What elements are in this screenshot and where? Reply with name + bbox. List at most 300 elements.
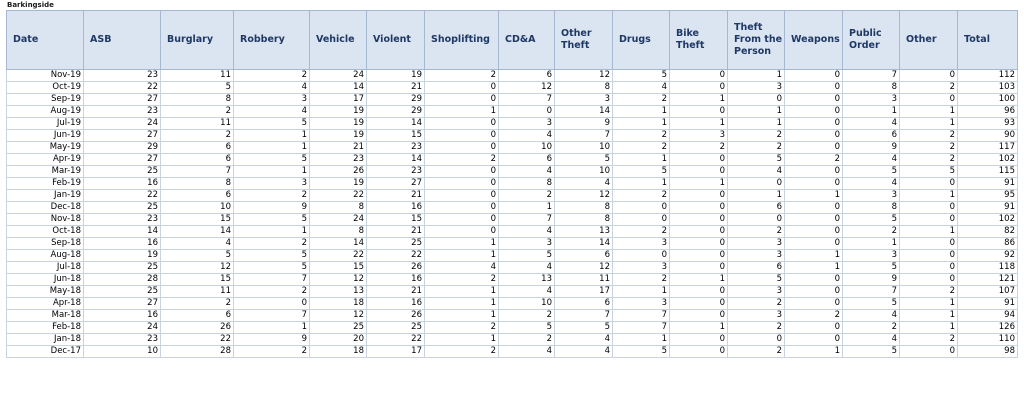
table-cell[interactable]: 8 — [555, 82, 613, 94]
table-cell[interactable]: 1 — [670, 322, 728, 334]
table-cell[interactable]: 0 — [728, 214, 785, 226]
table-cell[interactable]: 0 — [670, 82, 728, 94]
table-cell[interactable]: 23 — [367, 142, 425, 154]
table-cell[interactable]: 6 — [161, 190, 234, 202]
table-cell[interactable]: 2 — [728, 322, 785, 334]
table-cell[interactable]: 1 — [728, 190, 785, 202]
table-cell[interactable]: 4 — [161, 238, 234, 250]
table-cell[interactable]: 5 — [499, 322, 555, 334]
table-cell[interactable]: 0 — [670, 202, 728, 214]
table-cell[interactable]: 2 — [728, 130, 785, 142]
table-cell[interactable]: 0 — [234, 298, 310, 310]
table-cell[interactable]: 14 — [310, 82, 367, 94]
table-cell[interactable]: 6 — [161, 310, 234, 322]
table-cell[interactable]: 1 — [785, 250, 843, 262]
table-cell[interactable]: 0 — [499, 106, 555, 118]
table-cell[interactable]: 13 — [310, 286, 367, 298]
table-cell[interactable]: 2 — [234, 286, 310, 298]
table-cell[interactable]: 2 — [843, 322, 900, 334]
table-cell[interactable]: 0 — [785, 238, 843, 250]
table-cell[interactable]: 25 — [84, 286, 161, 298]
table-cell[interactable]: 0 — [785, 334, 843, 346]
table-cell[interactable]: 0 — [425, 178, 499, 190]
table-cell[interactable]: 2 — [843, 226, 900, 238]
table-cell[interactable]: 3 — [843, 250, 900, 262]
column-header-date[interactable]: Date — [7, 11, 84, 70]
table-cell[interactable]: 15 — [367, 214, 425, 226]
table-cell[interactable]: 21 — [310, 142, 367, 154]
table-cell[interactable]: 1 — [670, 274, 728, 286]
table-cell[interactable]: 4 — [843, 334, 900, 346]
table-cell[interactable]: 4 — [555, 346, 613, 358]
table-cell[interactable]: 2 — [900, 142, 958, 154]
table-cell[interactable]: 16 — [84, 178, 161, 190]
table-cell[interactable]: 1 — [613, 334, 670, 346]
table-cell[interactable]: 91 — [958, 298, 1018, 310]
date-cell[interactable]: Aug-18 — [7, 250, 84, 262]
date-cell[interactable]: Nov-19 — [7, 70, 84, 82]
table-cell[interactable]: 14 — [367, 118, 425, 130]
table-cell[interactable]: 1 — [785, 262, 843, 274]
table-cell[interactable]: 19 — [310, 106, 367, 118]
table-cell[interactable]: 14 — [310, 238, 367, 250]
table-cell[interactable]: 7 — [499, 94, 555, 106]
table-cell[interactable]: 5 — [234, 262, 310, 274]
table-cell[interactable]: 0 — [670, 286, 728, 298]
table-cell[interactable]: 25 — [84, 202, 161, 214]
table-cell[interactable]: 29 — [367, 106, 425, 118]
table-cell[interactable]: 6 — [555, 250, 613, 262]
table-cell[interactable]: 5 — [728, 154, 785, 166]
table-cell[interactable]: 3 — [728, 238, 785, 250]
table-cell[interactable]: 5 — [613, 346, 670, 358]
table-cell[interactable]: 2 — [785, 310, 843, 322]
table-cell[interactable]: 2 — [425, 154, 499, 166]
table-cell[interactable]: 4 — [613, 82, 670, 94]
table-cell[interactable]: 98 — [958, 346, 1018, 358]
table-cell[interactable]: 2 — [234, 70, 310, 82]
table-cell[interactable]: 25 — [310, 322, 367, 334]
table-cell[interactable]: 16 — [84, 310, 161, 322]
table-cell[interactable]: 2 — [425, 274, 499, 286]
table-cell[interactable]: 2 — [234, 190, 310, 202]
table-cell[interactable]: 4 — [555, 334, 613, 346]
table-cell[interactable]: 23 — [310, 154, 367, 166]
table-cell[interactable]: 5 — [613, 70, 670, 82]
table-cell[interactable]: 29 — [367, 94, 425, 106]
table-cell[interactable]: 4 — [728, 166, 785, 178]
column-header-weapons[interactable]: Weapons — [785, 11, 843, 70]
table-cell[interactable]: 1 — [613, 118, 670, 130]
table-cell[interactable]: 2 — [900, 286, 958, 298]
table-cell[interactable]: 3 — [499, 238, 555, 250]
table-cell[interactable]: 16 — [84, 238, 161, 250]
date-cell[interactable]: Nov-18 — [7, 214, 84, 226]
table-cell[interactable]: 1 — [234, 166, 310, 178]
table-cell[interactable]: 11 — [555, 274, 613, 286]
table-cell[interactable]: 4 — [555, 178, 613, 190]
table-cell[interactable]: 12 — [499, 82, 555, 94]
table-cell[interactable]: 21 — [367, 190, 425, 202]
table-cell[interactable]: 0 — [785, 82, 843, 94]
table-cell[interactable]: 1 — [425, 238, 499, 250]
table-cell[interactable]: 0 — [900, 262, 958, 274]
table-cell[interactable]: 26 — [367, 262, 425, 274]
table-cell[interactable]: 27 — [84, 154, 161, 166]
table-cell[interactable]: 0 — [785, 298, 843, 310]
table-cell[interactable]: 4 — [843, 118, 900, 130]
table-cell[interactable]: 82 — [958, 226, 1018, 238]
table-cell[interactable]: 5 — [728, 274, 785, 286]
table-cell[interactable]: 7 — [161, 166, 234, 178]
table-cell[interactable]: 1 — [670, 118, 728, 130]
table-cell[interactable]: 112 — [958, 70, 1018, 82]
table-cell[interactable]: 4 — [499, 226, 555, 238]
table-cell[interactable]: 21 — [367, 226, 425, 238]
table-cell[interactable]: 17 — [555, 286, 613, 298]
table-cell[interactable]: 16 — [367, 298, 425, 310]
table-cell[interactable]: 0 — [785, 106, 843, 118]
table-cell[interactable]: 9 — [555, 118, 613, 130]
table-cell[interactable]: 10 — [499, 298, 555, 310]
column-header-theft-from-the-person[interactable]: Theft From the Person — [728, 11, 785, 70]
table-cell[interactable]: 10 — [161, 202, 234, 214]
table-cell[interactable]: 27 — [367, 178, 425, 190]
table-cell[interactable]: 1 — [900, 226, 958, 238]
table-cell[interactable]: 14 — [555, 238, 613, 250]
table-cell[interactable]: 1 — [234, 142, 310, 154]
table-cell[interactable]: 2 — [425, 70, 499, 82]
table-cell[interactable]: 2 — [234, 346, 310, 358]
table-cell[interactable]: 3 — [728, 82, 785, 94]
table-cell[interactable]: 0 — [785, 130, 843, 142]
date-cell[interactable]: Dec-18 — [7, 202, 84, 214]
table-cell[interactable]: 7 — [234, 274, 310, 286]
table-cell[interactable]: 5 — [234, 154, 310, 166]
table-cell[interactable]: 1 — [900, 298, 958, 310]
column-header-vehicle[interactable]: Vehicle — [310, 11, 367, 70]
table-cell[interactable]: 0 — [900, 94, 958, 106]
table-cell[interactable]: 100 — [958, 94, 1018, 106]
table-cell[interactable]: 14 — [161, 226, 234, 238]
table-cell[interactable]: 4 — [499, 262, 555, 274]
table-cell[interactable]: 1 — [613, 286, 670, 298]
table-cell[interactable]: 0 — [670, 298, 728, 310]
table-cell[interactable]: 5 — [555, 154, 613, 166]
table-cell[interactable]: 0 — [670, 190, 728, 202]
table-cell[interactable]: 0 — [900, 250, 958, 262]
table-cell[interactable]: 0 — [670, 238, 728, 250]
table-cell[interactable]: 0 — [670, 70, 728, 82]
table-cell[interactable]: 8 — [555, 202, 613, 214]
table-cell[interactable]: 118 — [958, 262, 1018, 274]
table-cell[interactable]: 107 — [958, 286, 1018, 298]
date-cell[interactable]: Aug-19 — [7, 106, 84, 118]
table-cell[interactable]: 17 — [310, 94, 367, 106]
table-cell[interactable]: 0 — [785, 94, 843, 106]
table-cell[interactable]: 1 — [843, 238, 900, 250]
table-cell[interactable]: 0 — [900, 346, 958, 358]
table-cell[interactable]: 15 — [161, 214, 234, 226]
column-header-total[interactable]: Total — [958, 11, 1018, 70]
table-cell[interactable]: 2 — [499, 190, 555, 202]
table-cell[interactable]: 24 — [84, 322, 161, 334]
table-cell[interactable]: 12 — [310, 310, 367, 322]
table-cell[interactable]: 1 — [900, 118, 958, 130]
table-cell[interactable]: 5 — [900, 166, 958, 178]
table-cell[interactable]: 5 — [843, 166, 900, 178]
table-cell[interactable]: 1 — [234, 130, 310, 142]
table-cell[interactable]: 10 — [499, 142, 555, 154]
table-cell[interactable]: 3 — [234, 94, 310, 106]
column-header-robbery[interactable]: Robbery — [234, 11, 310, 70]
table-cell[interactable]: 4 — [499, 286, 555, 298]
table-cell[interactable]: 25 — [367, 238, 425, 250]
table-cell[interactable]: 6 — [499, 154, 555, 166]
table-cell[interactable]: 23 — [84, 106, 161, 118]
table-cell[interactable]: 0 — [785, 226, 843, 238]
table-cell[interactable]: 2 — [613, 190, 670, 202]
table-cell[interactable]: 4 — [843, 310, 900, 322]
table-cell[interactable]: 0 — [425, 82, 499, 94]
table-cell[interactable]: 6 — [728, 202, 785, 214]
table-cell[interactable]: 6 — [161, 154, 234, 166]
table-cell[interactable]: 0 — [900, 274, 958, 286]
table-cell[interactable]: 2 — [425, 322, 499, 334]
column-header-cdanda[interactable]: CD&A — [499, 11, 555, 70]
table-cell[interactable]: 2 — [728, 346, 785, 358]
table-cell[interactable]: 12 — [555, 262, 613, 274]
table-cell[interactable]: 0 — [670, 106, 728, 118]
table-cell[interactable]: 0 — [425, 94, 499, 106]
table-cell[interactable]: 0 — [425, 226, 499, 238]
table-cell[interactable]: 1 — [613, 178, 670, 190]
date-cell[interactable]: Sep-18 — [7, 238, 84, 250]
date-cell[interactable]: Jun-18 — [7, 274, 84, 286]
table-cell[interactable]: 3 — [843, 94, 900, 106]
table-cell[interactable]: 2 — [728, 142, 785, 154]
column-header-burglary[interactable]: Burglary — [161, 11, 234, 70]
table-cell[interactable]: 90 — [958, 130, 1018, 142]
table-cell[interactable]: 5 — [843, 214, 900, 226]
table-cell[interactable]: 95 — [958, 190, 1018, 202]
table-cell[interactable]: 14 — [84, 226, 161, 238]
table-cell[interactable]: 18 — [310, 346, 367, 358]
table-cell[interactable]: 4 — [499, 130, 555, 142]
table-cell[interactable]: 3 — [728, 250, 785, 262]
table-cell[interactable]: 1 — [425, 106, 499, 118]
table-cell[interactable]: 27 — [84, 298, 161, 310]
table-cell[interactable]: 1 — [613, 154, 670, 166]
table-cell[interactable]: 27 — [84, 130, 161, 142]
table-cell[interactable]: 0 — [900, 238, 958, 250]
table-cell[interactable]: 86 — [958, 238, 1018, 250]
table-cell[interactable]: 2 — [499, 310, 555, 322]
table-cell[interactable]: 0 — [425, 166, 499, 178]
table-cell[interactable]: 6 — [843, 130, 900, 142]
table-cell[interactable]: 1 — [843, 106, 900, 118]
date-cell[interactable]: Dec-17 — [7, 346, 84, 358]
table-cell[interactable]: 0 — [670, 214, 728, 226]
table-cell[interactable]: 0 — [785, 178, 843, 190]
date-cell[interactable]: Mar-18 — [7, 310, 84, 322]
table-cell[interactable]: 24 — [310, 214, 367, 226]
table-cell[interactable]: 1 — [425, 298, 499, 310]
table-cell[interactable]: 10 — [555, 166, 613, 178]
table-cell[interactable]: 0 — [785, 118, 843, 130]
table-cell[interactable]: 0 — [785, 322, 843, 334]
table-cell[interactable]: 8 — [843, 202, 900, 214]
table-cell[interactable]: 19 — [310, 118, 367, 130]
table-cell[interactable]: 1 — [234, 322, 310, 334]
table-cell[interactable]: 1 — [425, 286, 499, 298]
table-cell[interactable]: 11 — [161, 286, 234, 298]
date-cell[interactable]: May-18 — [7, 286, 84, 298]
table-cell[interactable]: 13 — [499, 274, 555, 286]
date-cell[interactable]: Sep-19 — [7, 94, 84, 106]
table-cell[interactable]: 7 — [555, 310, 613, 322]
table-cell[interactable]: 0 — [670, 166, 728, 178]
table-cell[interactable]: 93 — [958, 118, 1018, 130]
table-cell[interactable]: 5 — [843, 262, 900, 274]
table-cell[interactable]: 3 — [670, 130, 728, 142]
table-cell[interactable]: 8 — [310, 202, 367, 214]
table-cell[interactable]: 1 — [900, 322, 958, 334]
table-cell[interactable]: 3 — [728, 310, 785, 322]
table-cell[interactable]: 20 — [310, 334, 367, 346]
table-cell[interactable]: 12 — [555, 190, 613, 202]
table-cell[interactable]: 102 — [958, 214, 1018, 226]
table-cell[interactable]: 1 — [900, 310, 958, 322]
table-cell[interactable]: 3 — [613, 298, 670, 310]
table-cell[interactable]: 23 — [84, 70, 161, 82]
table-cell[interactable]: 2 — [670, 142, 728, 154]
table-cell[interactable]: 27 — [84, 94, 161, 106]
table-cell[interactable]: 0 — [425, 142, 499, 154]
table-cell[interactable]: 7 — [234, 310, 310, 322]
table-cell[interactable]: 24 — [310, 70, 367, 82]
table-cell[interactable]: 102 — [958, 154, 1018, 166]
date-cell[interactable]: Jul-19 — [7, 118, 84, 130]
table-cell[interactable]: 117 — [958, 142, 1018, 154]
table-cell[interactable]: 5 — [161, 82, 234, 94]
table-cell[interactable]: 121 — [958, 274, 1018, 286]
table-cell[interactable]: 6 — [161, 142, 234, 154]
table-cell[interactable]: 19 — [310, 130, 367, 142]
column-header-asb[interactable]: ASB — [84, 11, 161, 70]
table-cell[interactable]: 7 — [613, 322, 670, 334]
table-cell[interactable]: 126 — [958, 322, 1018, 334]
table-cell[interactable]: 22 — [161, 334, 234, 346]
table-cell[interactable]: 8 — [161, 178, 234, 190]
table-cell[interactable]: 2 — [785, 154, 843, 166]
table-cell[interactable]: 19 — [84, 250, 161, 262]
table-cell[interactable]: 4 — [499, 166, 555, 178]
table-cell[interactable]: 1 — [425, 334, 499, 346]
table-cell[interactable]: 2 — [425, 346, 499, 358]
table-cell[interactable]: 8 — [499, 178, 555, 190]
table-cell[interactable]: 13 — [555, 226, 613, 238]
table-cell[interactable]: 5 — [613, 166, 670, 178]
table-cell[interactable]: 2 — [613, 274, 670, 286]
table-cell[interactable]: 0 — [425, 202, 499, 214]
table-cell[interactable]: 0 — [670, 346, 728, 358]
table-cell[interactable]: 5 — [234, 250, 310, 262]
table-cell[interactable]: 0 — [785, 214, 843, 226]
table-cell[interactable]: 11 — [161, 70, 234, 82]
table-cell[interactable]: 2 — [161, 106, 234, 118]
table-cell[interactable]: 22 — [84, 82, 161, 94]
table-cell[interactable]: 0 — [900, 214, 958, 226]
table-cell[interactable]: 8 — [555, 214, 613, 226]
table-cell[interactable]: 19 — [310, 178, 367, 190]
table-cell[interactable]: 5 — [555, 322, 613, 334]
table-cell[interactable]: 0 — [728, 94, 785, 106]
table-cell[interactable]: 26 — [367, 310, 425, 322]
table-cell[interactable]: 16 — [367, 202, 425, 214]
table-cell[interactable]: 1 — [425, 310, 499, 322]
date-cell[interactable]: Oct-19 — [7, 82, 84, 94]
column-header-shoplifting[interactable]: Shoplifting — [425, 11, 499, 70]
table-cell[interactable]: 5 — [843, 346, 900, 358]
table-cell[interactable]: 2 — [161, 130, 234, 142]
table-cell[interactable]: 2 — [728, 226, 785, 238]
table-cell[interactable]: 2 — [900, 82, 958, 94]
table-cell[interactable]: 14 — [555, 106, 613, 118]
table-cell[interactable]: 9 — [234, 334, 310, 346]
table-cell[interactable]: 7 — [555, 130, 613, 142]
table-cell[interactable]: 0 — [728, 178, 785, 190]
table-cell[interactable]: 0 — [670, 310, 728, 322]
table-cell[interactable]: 1 — [785, 190, 843, 202]
table-cell[interactable]: 3 — [555, 94, 613, 106]
table-cell[interactable]: 92 — [958, 250, 1018, 262]
table-cell[interactable]: 3 — [728, 286, 785, 298]
table-cell[interactable]: 5 — [234, 214, 310, 226]
table-cell[interactable]: 0 — [785, 142, 843, 154]
table-cell[interactable]: 26 — [310, 166, 367, 178]
table-cell[interactable]: 0 — [785, 286, 843, 298]
table-cell[interactable]: 0 — [670, 334, 728, 346]
table-cell[interactable]: 28 — [84, 274, 161, 286]
table-cell[interactable]: 0 — [785, 70, 843, 82]
table-cell[interactable]: 23 — [84, 214, 161, 226]
table-cell[interactable]: 11 — [161, 118, 234, 130]
table-cell[interactable]: 0 — [785, 274, 843, 286]
date-cell[interactable]: Jan-19 — [7, 190, 84, 202]
column-header-other-theft[interactable]: Other Theft — [555, 11, 613, 70]
table-cell[interactable]: 5 — [234, 118, 310, 130]
table-cell[interactable]: 2 — [728, 298, 785, 310]
table-cell[interactable]: 1 — [613, 106, 670, 118]
table-cell[interactable]: 8 — [310, 226, 367, 238]
table-cell[interactable]: 12 — [161, 262, 234, 274]
table-cell[interactable]: 0 — [785, 166, 843, 178]
table-cell[interactable]: 1 — [670, 94, 728, 106]
table-cell[interactable]: 16 — [367, 274, 425, 286]
table-cell[interactable]: 2 — [613, 94, 670, 106]
table-cell[interactable]: 1 — [900, 190, 958, 202]
table-cell[interactable]: 25 — [84, 262, 161, 274]
table-cell[interactable]: 2 — [900, 154, 958, 166]
table-cell[interactable]: 4 — [425, 262, 499, 274]
table-cell[interactable]: 1 — [670, 178, 728, 190]
table-cell[interactable]: 18 — [310, 298, 367, 310]
table-cell[interactable]: 0 — [425, 214, 499, 226]
table-cell[interactable]: 0 — [425, 190, 499, 202]
column-header-public-order[interactable]: Public Order — [843, 11, 900, 70]
column-header-bike-theft[interactable]: Bike Theft — [670, 11, 728, 70]
